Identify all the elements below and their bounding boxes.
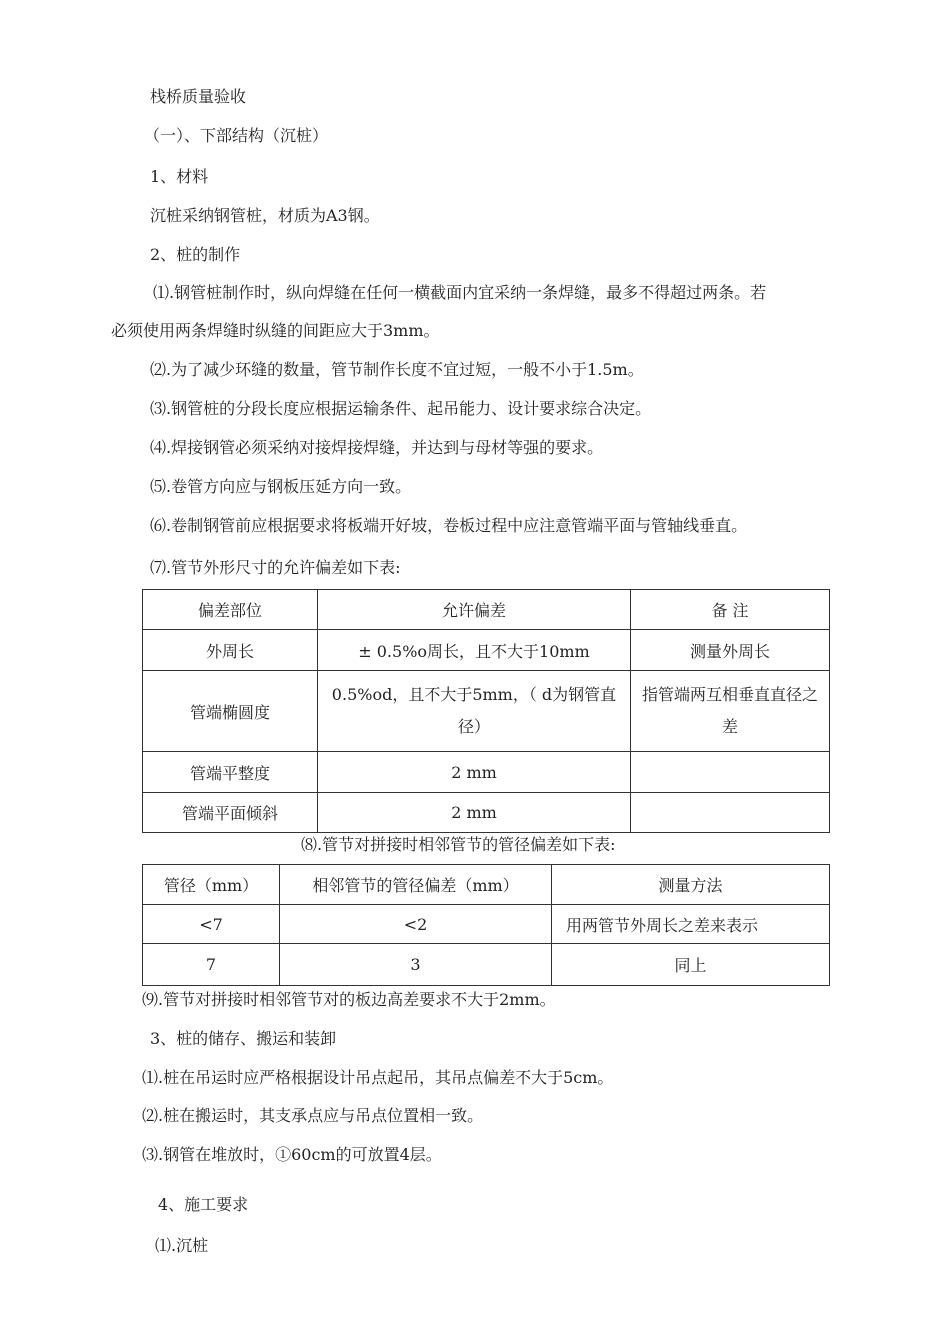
table-cell: 同上 bbox=[552, 944, 830, 986]
table-row bbox=[143, 905, 830, 944]
table-header-cell: 偏差部位 bbox=[143, 590, 318, 630]
heading-materials: 1、材料 bbox=[150, 167, 209, 186]
table-cell: 用两管节外周长之差来表示 bbox=[552, 905, 830, 944]
table-cell: <2 bbox=[280, 905, 552, 944]
table-row bbox=[143, 944, 830, 986]
table-header-cell: 管径（mm） bbox=[143, 865, 280, 905]
diameter-deviation-table bbox=[142, 864, 830, 986]
table-cell: 3 bbox=[280, 944, 552, 986]
table-row bbox=[143, 793, 830, 833]
table-row bbox=[143, 630, 830, 671]
table-header-row bbox=[143, 590, 830, 630]
table-cell: 管端椭圆度 bbox=[143, 671, 318, 752]
table-row bbox=[143, 671, 830, 752]
storage-item-2: ⑵.桩在搬运时，其支承点应与吊点位置相一致。 bbox=[142, 1106, 484, 1125]
table-cell: ± 0.5%o周长，且不大于10mm bbox=[318, 630, 631, 671]
heading-construction-requirements: 4、施工要求 bbox=[158, 1195, 249, 1214]
table-cell: 2 mm bbox=[318, 793, 631, 833]
table-cell: 测量外周长 bbox=[631, 630, 830, 671]
item-8: ⑻.管节对拼接时相邻管节的管径偏差如下表: bbox=[301, 835, 616, 854]
table-header-cell: 测量方法 bbox=[552, 865, 830, 905]
table-cell: 管端平整度 bbox=[143, 752, 318, 793]
table-cell: 0.5%od，且不大于5mm，（ d为钢管直径） bbox=[318, 671, 631, 752]
item-1-line-1: ⑴.钢管桩制作时，纵向焊缝在任何一横截面内宜采纳一条焊缝，最多不得超过两条。若 bbox=[153, 283, 767, 302]
heading-pile-fabrication: 2、桩的制作 bbox=[150, 245, 241, 264]
item-3: ⑶.钢管桩的分段长度应根据运输条件、起吊能力、设计要求综合决定。 bbox=[150, 399, 652, 418]
table-cell: 外周长 bbox=[143, 630, 318, 671]
item-6: ⑹.卷制钢管前应根据要求将板端开好坡，卷板过程中应注意管端平面与管轴线垂直。 bbox=[150, 516, 748, 535]
section-heading: （一）、下部结构（沉桩） bbox=[144, 126, 329, 145]
table-header-cell: 允许偏差 bbox=[318, 590, 631, 630]
storage-item-1: ⑴.桩在吊运时应严格根据设计吊点起吊，其吊点偏差不大于5cm。 bbox=[142, 1068, 614, 1087]
document-title: 栈桥质量验收 bbox=[150, 87, 247, 106]
item-4: ⑷.焊接钢管必须采纳对接焊接焊缝，并达到与母材等强的要求。 bbox=[150, 438, 604, 457]
item-1-line-2: 必须使用两条焊缝时纵缝的间距应大于3mm。 bbox=[111, 321, 440, 340]
item-2: ⑵.为了减少环缝的数量，管节制作长度不宜过短，一般不小于1.5m。 bbox=[150, 360, 644, 379]
table-cell: 指管端两互相垂直直径之差 bbox=[631, 671, 830, 752]
construction-item-1: ⑴.沉桩 bbox=[155, 1236, 209, 1255]
storage-item-3: ⑶.钢管在堆放时，①60cm的可放置4层。 bbox=[142, 1145, 442, 1164]
table-cell: 管端平面倾斜 bbox=[143, 793, 318, 833]
heading-storage-handling: 3、桩的储存、搬运和装卸 bbox=[150, 1029, 337, 1048]
material-paragraph: 沉桩采纳钢管桩，材质为A3钢。 bbox=[150, 206, 380, 225]
tolerance-table bbox=[142, 589, 830, 833]
table-row bbox=[143, 752, 830, 793]
item-7: ⑺.管节外形尺寸的允许偏差如下表: bbox=[150, 558, 401, 577]
table-cell: <7 bbox=[143, 905, 280, 944]
table-cell bbox=[631, 793, 830, 833]
item-5: ⑸.卷管方向应与钢板压延方向一致。 bbox=[150, 477, 412, 496]
table-cell: 2 mm bbox=[318, 752, 631, 793]
table-header-row bbox=[143, 865, 830, 905]
table-cell bbox=[631, 752, 830, 793]
table-header-cell: 备 注 bbox=[631, 590, 830, 630]
table-header-cell: 相邻管节的管径偏差（mm） bbox=[280, 865, 552, 905]
table-cell: 7 bbox=[143, 944, 280, 986]
item-9: ⑼.管节对拼接时相邻管节对的板边高差要求不大于2mm。 bbox=[142, 990, 556, 1009]
